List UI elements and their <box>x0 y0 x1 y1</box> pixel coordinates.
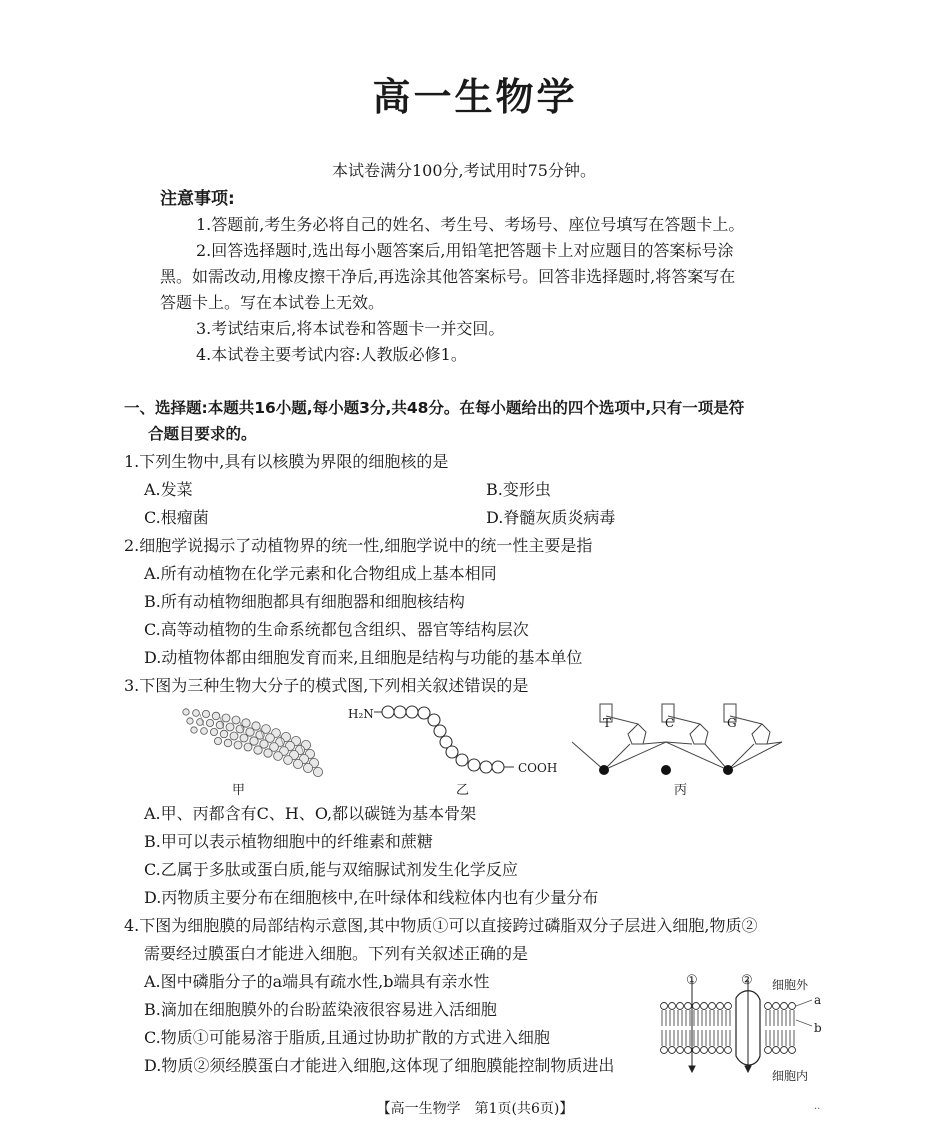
option-2c: C.高等动植物的生命系统都包含组织、器官等结构层次 <box>144 620 529 639</box>
question-3-stem: 3.下图为三种生物大分子的模式图,下列相关叙述错误的是 <box>124 676 529 695</box>
note-line: 1.答题前,考生务必将自己的姓名、考生号、考场号、座位号填写在答题卡上。 <box>196 215 745 234</box>
exam-instructions: 本试卷满分100分,考试用时75分钟。 <box>332 161 596 180</box>
membrane-label-inside: 细胞内 <box>772 1069 809 1083</box>
option-2d: D.动植物体都由细胞发育而来,且细胞是结构与功能的基本单位 <box>144 648 583 667</box>
option-4c: C.物质①可能易溶于脂质,且通过协助扩散的方式进入细胞 <box>144 1028 550 1047</box>
option-3a: A.甲、丙都含有C、H、O,都以碳链为基本骨架 <box>144 804 477 823</box>
option-4d: D.物质②须经膜蛋白才能进入细胞,这体现了细胞膜能控制物质进出 <box>144 1056 615 1075</box>
figure-label-c: C <box>665 716 675 730</box>
membrane-label-a: a <box>814 993 822 1007</box>
page-title: 高一生物学 <box>372 75 578 119</box>
membrane-label-outside: 细胞外 <box>772 978 809 992</box>
membrane-label-b: b <box>814 1021 822 1035</box>
note-line: 4.本试卷主要考试内容:人教版必修1。 <box>196 345 467 364</box>
note-line: 3.考试结束后,将本试卷和答题卡一并交回。 <box>196 319 505 338</box>
figure-label-h2n: H₂N <box>348 707 374 721</box>
figure-label-jia: 甲 <box>232 783 246 798</box>
option-3d: D.丙物质主要分布在细胞核中,在叶绿体和线粒体内也有少量分布 <box>144 888 599 907</box>
note-line: 2.回答选择题时,选出每小题答案后,用铅笔把答题卡上对应题目的答案标号涂 <box>196 241 734 260</box>
option-1c: C.根瘤菌 <box>144 508 209 527</box>
figure-polysaccharide <box>180 700 350 800</box>
option-2b: B.所有动植物细胞都具有细胞器和细胞核结构 <box>144 592 465 611</box>
membrane-label-1: ① <box>686 973 698 988</box>
question-2-stem: 2.细胞学说揭示了动植物界的统一性,细胞学说中的统一性主要是指 <box>124 536 593 555</box>
figure-label-bing: 丙 <box>674 783 688 798</box>
note-line: 答题卡上。写在本试卷上无效。 <box>160 293 385 312</box>
section-heading: 一、选择题:本题共16小题,每小题3分,共48分。在每小题给出的四个选项中,只有一项是符 <box>124 399 745 417</box>
figure-label-t: T <box>603 716 612 730</box>
option-1a: A.发菜 <box>144 480 193 499</box>
corner-mark: ·· <box>814 1104 821 1115</box>
question-4-stem: 4.下图为细胞膜的局部结构示意图,其中物质①可以直接跨过磷脂双分子层进入细胞,物质② <box>124 916 758 935</box>
note-line: 黑。如需改动,用橡皮擦干净后,再选涂其他答案标号。回答非选择题时,将答案写在 <box>160 267 736 286</box>
page-footer: 【高一生物学 第1页(共6页)】 <box>376 1101 574 1117</box>
option-4a: A.图中磷脂分子的a端具有疏水性,b端具有亲水性 <box>144 972 490 991</box>
option-3c: C.乙属于多肽或蛋白质,能与双缩脲试剂发生化学反应 <box>144 860 518 879</box>
figure-label-yi: 乙 <box>456 783 470 798</box>
figure-label-g: G <box>727 716 737 730</box>
option-1b: B.变形虫 <box>486 480 551 499</box>
option-3b: B.甲可以表示植物细胞中的纤维素和蔗糖 <box>144 832 433 851</box>
membrane-label-2: ② <box>741 973 753 988</box>
option-1d: D.脊髓灰质炎病毒 <box>486 508 616 527</box>
section-heading-cont: 合题目要求的。 <box>148 425 257 443</box>
figure-label-cooh: COOH <box>518 761 558 775</box>
question-4-stem-cont: 需要经过膜蛋白才能进入细胞。下列有关叙述正确的是 <box>144 944 529 963</box>
question-1-stem: 1.下列生物中,具有以核膜为界限的细胞核的是 <box>124 452 449 471</box>
option-4b: B.滴加在细胞膜外的台盼蓝染液很容易进入活细胞 <box>144 1000 497 1019</box>
option-2a: A.所有动植物在化学元素和化合物组成上基本相同 <box>144 564 497 583</box>
notes-heading: 注意事项: <box>160 189 235 209</box>
